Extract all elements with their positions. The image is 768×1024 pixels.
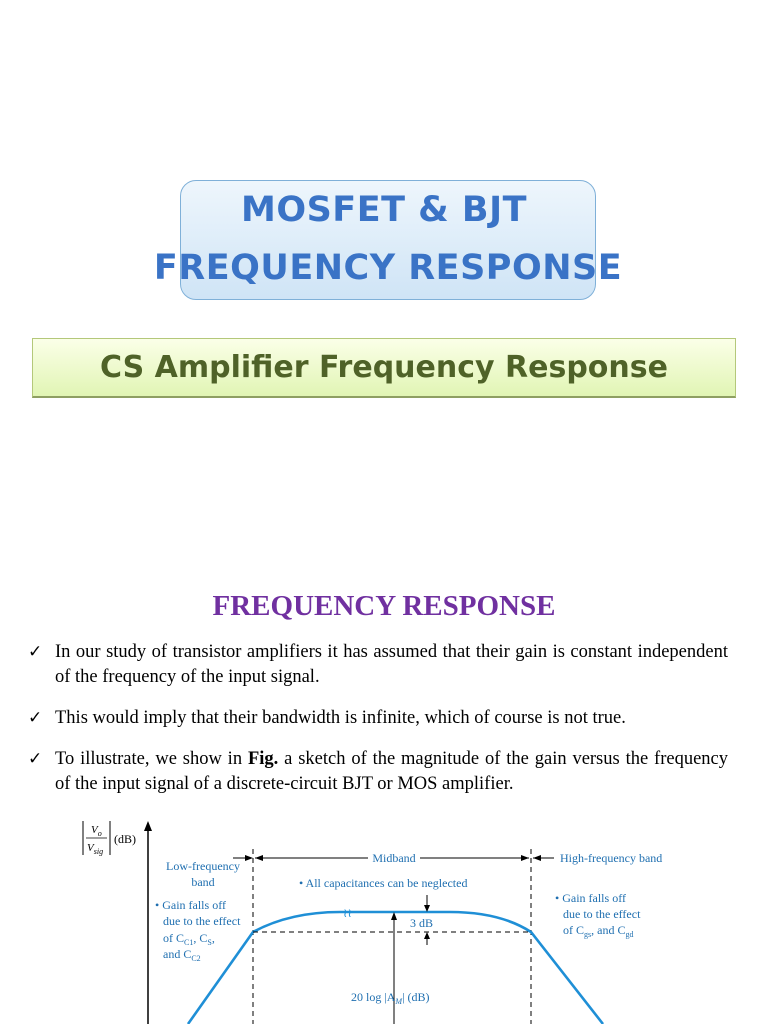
- checkmark-icon: ✓: [28, 749, 43, 769]
- section-heading: FREQUENCY RESPONSE: [212, 590, 556, 622]
- frequency-response-figure: [0, 815, 768, 1024]
- curve-break-mark: ≀≀: [343, 906, 352, 920]
- bullet-text: In our study of transistor amplifiers it has assumed that their gain is constant independent of the frequency of the input signal.: [55, 642, 728, 687]
- high-band-label: High-frequency band: [560, 851, 663, 865]
- midband-arrowhead-right: [521, 855, 529, 861]
- bullet-item: [28, 747, 728, 797]
- checkmark-icon: ✓: [28, 642, 43, 662]
- low-note-line-4: and $C_{C2}$: [163, 947, 201, 963]
- fraction-denominator: $V_{sig}$: [87, 842, 104, 856]
- midband-note: • All capacitances can be neglected: [299, 876, 468, 890]
- y-axis-label: (dB): [114, 832, 136, 846]
- high-band-arrowhead: [533, 855, 541, 861]
- low-note-line-1: • Gain falls off: [155, 898, 226, 912]
- bullet-text: This would imply that their bandwidth is infinite, which of course is not true.: [55, 708, 626, 728]
- low-note-line-2: due to the effect: [163, 914, 241, 928]
- y-axis-arrow: [144, 821, 152, 831]
- bullet-text: To illustrate, we show in Fig. a sketch of the magnitude of the gain versus the frequency of the input signal of a discrete-circuit BJT or MOS amplifier.: [55, 749, 728, 794]
- high-note-line-3: of $C_{gs}$, and $C_{gd}$: [563, 923, 634, 939]
- low-band-arrowhead: [245, 855, 253, 861]
- three-db-label: 3 dB: [410, 916, 434, 930]
- bullet-list: [28, 640, 728, 813]
- gain-label: 20 $\log |A_M|$ (dB): [351, 990, 430, 1006]
- title-line-1: MOSFET & BJT: [241, 190, 527, 230]
- midband-label: Midband: [372, 851, 416, 865]
- low-band-label: Low-frequency: [166, 859, 240, 873]
- bullet-item: [28, 706, 728, 731]
- low-note-line-3: of $C_{C1}$, $C_S$,: [163, 931, 215, 947]
- three-db-arrowhead-bottom: [424, 932, 430, 939]
- high-note-line-2: due to the effect: [563, 907, 641, 921]
- bullet-item: [28, 640, 728, 690]
- subtitle: CS Amplifier Frequency Response: [100, 350, 668, 385]
- low-band-label-2: band: [191, 875, 215, 889]
- fraction-numerator: $V_o$: [91, 824, 102, 838]
- subtitle-box: [32, 338, 736, 398]
- gain-curve: [188, 912, 603, 1024]
- midband-arrowhead-left: [255, 855, 263, 861]
- high-note-line-1: • Gain falls off: [555, 891, 626, 905]
- checkmark-icon: ✓: [28, 708, 43, 728]
- title-line-2: FREQUENCY RESPONSE: [153, 248, 623, 288]
